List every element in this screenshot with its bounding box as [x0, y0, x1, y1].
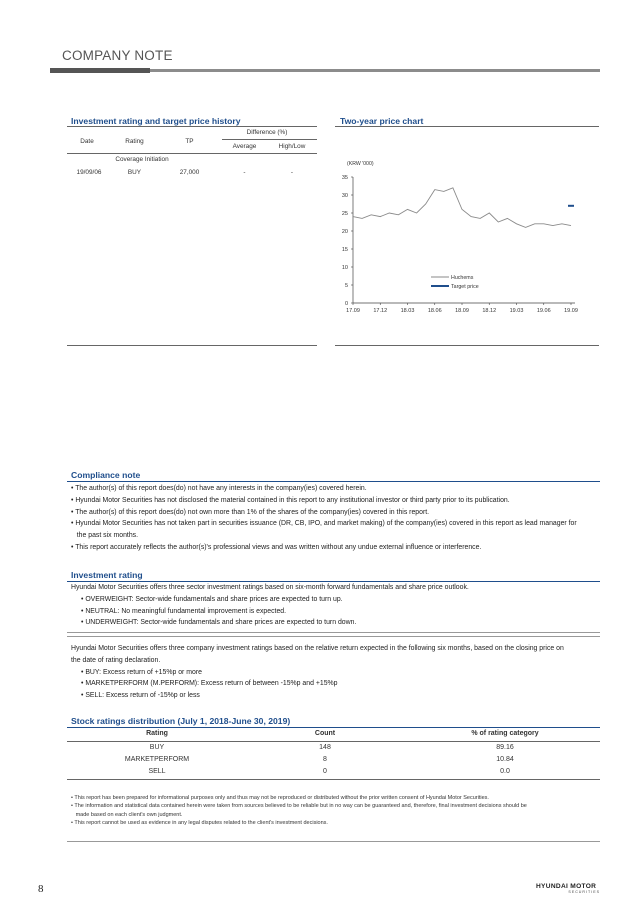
- dist-row-count: 148: [319, 744, 331, 751]
- dist-row-rating: SELL: [148, 768, 166, 775]
- x-tick-label: 17.12: [373, 308, 388, 314]
- report-type-title: COMPANY NOTE: [62, 48, 173, 63]
- y-tick-label: 5: [344, 283, 348, 289]
- sector-item: • NEUTRAL: No meaningful fundamental improvement is expected.: [81, 607, 287, 615]
- y-tick-label: 0: [344, 301, 348, 307]
- history-title: Investment rating and target price history: [71, 116, 241, 126]
- x-tick-label: 18.03: [400, 308, 415, 314]
- compliance-underline: [67, 481, 600, 482]
- dist-row-percent: 0.0: [500, 768, 510, 775]
- company-intro: the date of rating declaration.: [71, 656, 161, 664]
- col-rating: Rating: [125, 138, 144, 145]
- company-intro: Hyundai Motor Securities offers three company investment ratings based on the relative return expected in the following six months, based on the closing price on: [71, 645, 564, 652]
- col-date: Date: [80, 138, 94, 145]
- company-logo: [536, 883, 600, 894]
- x-tick-label: 19.03: [509, 308, 524, 314]
- rating-history-table: [67, 126, 317, 346]
- x-tick-label: 18.09: [455, 308, 469, 314]
- disclaimer-line: • This report cannot be used as evidence in any legal disputes related to the client's investment decisions.: [71, 820, 328, 827]
- company-item: • SELL: Excess return of -15%p or less: [81, 692, 200, 700]
- unit-label: (KRW '000): [347, 161, 374, 167]
- y-tick-label: 20: [341, 229, 348, 235]
- compliance-list: [71, 483, 577, 554]
- compliance-line: • The author(s) of this report does(do) not have any interests in the company(ies) covered herein.: [71, 485, 367, 492]
- dist-row-count: 8: [323, 756, 327, 763]
- dist-bottom-rule: [67, 779, 600, 780]
- coverage-note: Coverage Initiation: [115, 156, 169, 163]
- col-average: Average: [232, 143, 257, 150]
- x-tick-label: 19.09: [564, 308, 578, 314]
- row-high-low: -: [290, 169, 294, 176]
- dist-row-percent: 10.84: [496, 756, 514, 763]
- dist-row-rating: MARKETPERFORM: [124, 756, 190, 763]
- x-tick-label: 19.06: [536, 308, 551, 314]
- dist-header-rating: Rating: [146, 730, 168, 737]
- compliance-line: • This report accurately reflects the author(s)'s professional views and was written without any undue external influence or interference.: [71, 543, 482, 551]
- col-high-low: High/Low: [278, 143, 306, 150]
- compliance-line: the past six months.: [71, 532, 139, 540]
- difference-rule: [222, 139, 317, 140]
- investment-rating-title: Investment rating: [71, 570, 143, 580]
- row-average: -: [243, 169, 246, 176]
- header-rule: [150, 69, 600, 72]
- compliance-line: • The author(s) of this report does(do) not own more than 1% of the shares of the company(ies) covered in this report.: [71, 508, 430, 516]
- y-tick-label: 30: [341, 193, 348, 199]
- logo-subtitle: SECURITIES: [568, 890, 600, 894]
- dist-header-rule: [67, 741, 600, 742]
- disclaimer: [71, 794, 527, 828]
- y-tick-label: 15: [341, 247, 348, 253]
- price-chart-svg: [335, 127, 599, 345]
- dist-row-rating: BUY: [149, 744, 165, 751]
- distribution-underline: [67, 727, 600, 728]
- dist-row-count: 0: [323, 768, 327, 775]
- x-tick-label: 17.09: [346, 308, 360, 314]
- compliance-title: Compliance note: [71, 470, 141, 480]
- x-tick-label: 18.06: [427, 308, 442, 314]
- col-tp: TP: [185, 138, 194, 145]
- row-date: 19/09/06: [76, 169, 102, 176]
- disclaimer-line: • The information and statistical data contained herein were taken from sources believed to be reliable but in no way can be guaranteed and, therefore, final investment decisions should be: [71, 803, 527, 810]
- row-rating: BUY: [127, 169, 142, 176]
- legend-label-huchems: Huchems: [451, 275, 474, 281]
- header-accent-bar: [50, 68, 150, 73]
- price-chart: [335, 126, 599, 346]
- sector-divider: [67, 632, 600, 633]
- header-bottom-rule: [67, 153, 317, 154]
- company-divider: [67, 636, 600, 637]
- sector-intro: Hyundai Motor Securities offers three sector investment ratings based on six-month forward fundamentals and share price outlook.: [71, 584, 469, 591]
- compliance-line: • Hyundai Motor Securities has not taken part in securities issuance (DR, CB, IPO, and market making) of the company(ies) covered in this report as lead manager for: [71, 520, 577, 528]
- y-tick-label: 10: [341, 265, 348, 271]
- company-ratings: [71, 643, 564, 702]
- sector-item: • UNDERWEIGHT: Sector-wide fundamentals and share prices are expected to turn down.: [81, 619, 357, 627]
- page-number: 8: [38, 883, 44, 895]
- disclaimer-line: • This report has been prepared for informational purposes only and thus may not be reproduced or distributed without the prior written consent of Hyundai Motor Securities.: [71, 795, 489, 801]
- row-tp: 27,000: [179, 169, 200, 176]
- logo-wordmark: HYUNDAI MOTOR: [536, 883, 597, 890]
- y-tick-label: 25: [341, 211, 348, 217]
- distribution-title: Stock ratings distribution (July 1, 2018-June 30, 2019): [71, 716, 291, 726]
- x-tick-label: 18.12: [482, 308, 497, 314]
- sector-item: • OVERWEIGHT: Sector-wide fundamentals and share prices are expected to turn up.: [81, 595, 343, 603]
- y-tick-label: 35: [341, 175, 348, 181]
- compliance-line: • Hyundai Motor Securities has not disclosed the material contained in this report to any institutional investor or third party prior to its publication.: [71, 496, 510, 504]
- series-line-huchems: [353, 188, 571, 228]
- company-item: • MARKETPERFORM (M.PERFORM): Excess return of between -15%p and +15%p: [81, 680, 338, 688]
- col-difference: Difference (%): [246, 129, 288, 136]
- dist-header-count: Count: [314, 730, 336, 737]
- dist-row-percent: 89.16: [496, 744, 514, 751]
- sector-ratings: [71, 582, 469, 629]
- price-chart-title: Two-year price chart: [340, 116, 424, 126]
- disclaimer-rule: [67, 841, 600, 842]
- company-item: • BUY: Excess return of +15%p or more: [81, 668, 202, 676]
- dist-header-percent: % of rating category: [471, 730, 539, 737]
- disclaimer-line: made based on each client's own judgment.: [71, 811, 183, 818]
- legend-label-target: Target price: [451, 284, 479, 290]
